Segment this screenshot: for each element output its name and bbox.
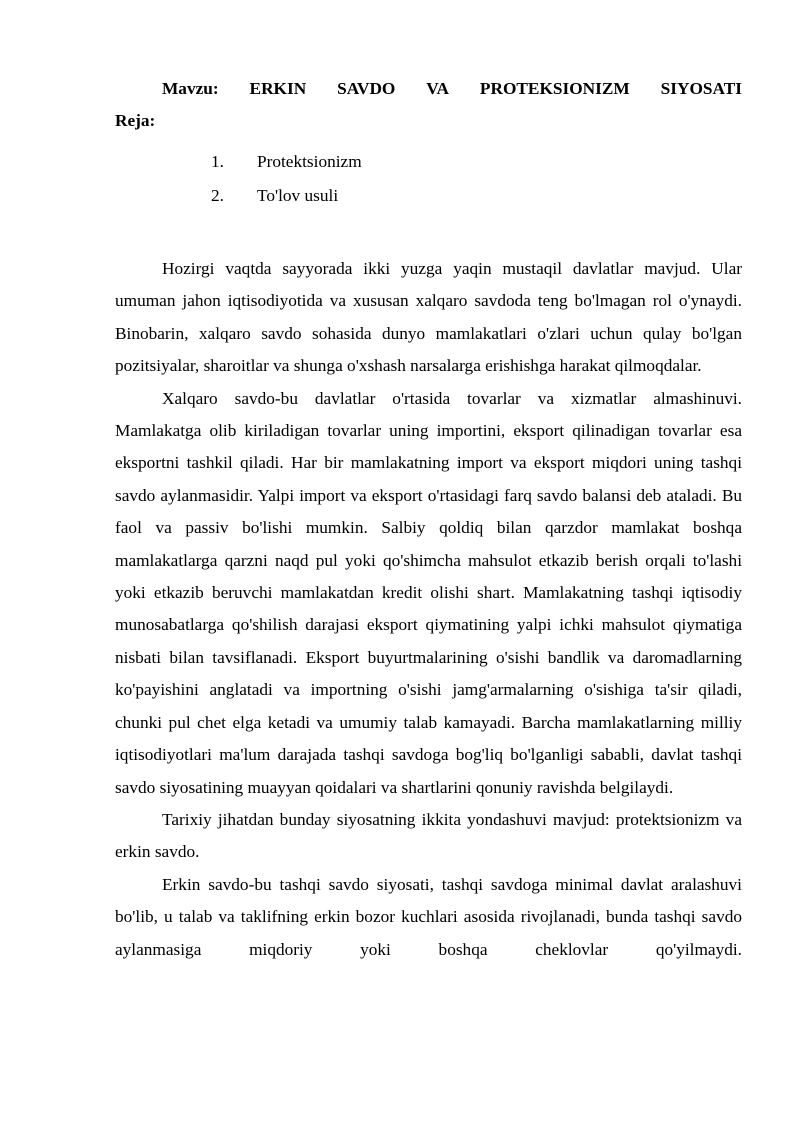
plan-list	[115, 145, 742, 213]
title-word: SIYOSATI	[660, 79, 742, 98]
paragraph: Tarixiy jihatdan bunday siyosatning ikkita yondashuvi mavjud: protektsionizm va erkin savdo.	[115, 809, 742, 862]
title-word: SAVDO	[337, 79, 396, 98]
title-word: VA	[426, 79, 450, 98]
title-word: PROTEKSIONIZM	[479, 79, 630, 98]
plan-item-text: Protektsionizm	[257, 152, 362, 171]
paragraph: Xalqaro savdo-bu davlatlar o'rtasida tovarlar va xizmatlar almashinuvi. Mamlakatga olib kiriladigan tovarlar uning importini, eksport qilinadigan tovarlar esa eksportni tashkil qiladi. Har bir mamlakatning import va eksport miqdori uning tashqi savdo aylanmasidir. Yalpi import va eksport o'rtasidagi farq savdo balansi deb ataladi. Bu faol va passiv bo'lishi mumkin. Salbiy qoldiq bilan qarzdor mamlakat boshqa mamlakatlarga qarzni naqd pul yoki qo'shimcha mahsulot etkazib berish orqali to'lashi yoki etkazib beruvchi mamlakatdan kredit olishi shart. Mamlakatning tashqi iqtisodiy munosabatlarga qo'shilish darajasi eksport qiymatining yalpi ichki mahsulot qiymatiga nisbati bilan tavsiflanadi. Eksport buyurtmalarining o'sishi bandlik va daromadlarning ko'payishini anglatadi va importning o'sishi jamg'armalarning o'sishiga ta'sir qiladi, chunki pul chet elga ketadi va umumiy talab kamayadi. Barcha mamlakatlarning milliy iqtisodiyotlari ma'lum darajada tashqi savdoga bog'liq bo'lganligi sababli, davlat tashqi savdo siyosatining muayyan qoidalari va shartlarini qonuniy ravishda belgilaydi.	[115, 388, 742, 797]
body-text	[115, 253, 742, 966]
topic-title	[115, 73, 742, 105]
plan-item	[115, 179, 742, 213]
paragraph: Erkin savdo-bu tashqi savdo siyosati, tashqi savdoga minimal davlat aralashuvi bo'lib, u talab va taklifning erkin bozor kuchlari asosida rivojlanadi, bunda tashqi savdo aylanmasiga miqdoriy yoki boshqa cheklovlar qo'yilmaydi.	[115, 874, 742, 959]
title-word: ERKIN	[249, 79, 307, 98]
plan-item	[115, 145, 742, 179]
paragraph: Hozirgi vaqtda sayyorada ikki yuzga yaqin mustaqil davlatlar mavjud. Ular umuman jahon iqtisodiyotida va xususan xalqaro savdoda teng bo'lmagan rol o'ynaydi. Binobarin, xalqaro savdo sohasida dunyo mamlakatlari o'zlari uchun qulay bo'lgan pozitsiyalar, sharoitlar va shunga o'xshash narsalarga erishishga harakat qilmoqdalar.	[115, 259, 742, 376]
plan-item-text: To'lov usuli	[257, 186, 339, 205]
document-content	[115, 73, 742, 966]
plan-heading: Reja:	[115, 111, 156, 130]
plan-item-number: 2.	[211, 186, 224, 205]
title-block	[115, 73, 742, 137]
plan-item-number: 1.	[211, 152, 224, 171]
topic-label: Mavzu:	[162, 79, 219, 98]
